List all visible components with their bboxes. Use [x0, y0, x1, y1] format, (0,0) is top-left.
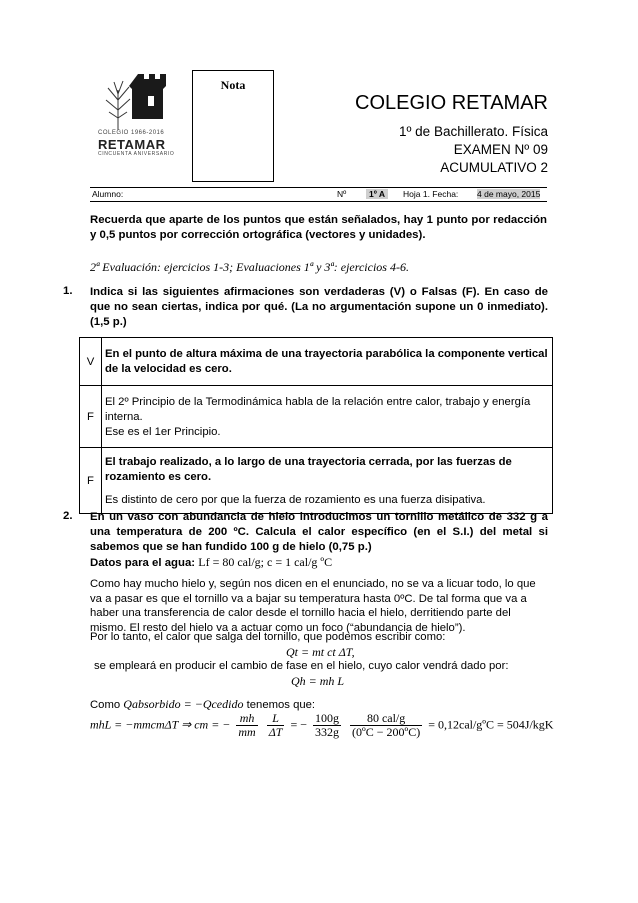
fraction-values-heat — [350, 712, 422, 739]
formula-lhs: mhL = −mmcmΔT ⇒ cm = − — [90, 717, 231, 732]
fraction-latent — [267, 712, 285, 739]
number-label: Nº — [337, 189, 347, 199]
correction: Es distinto de cero por que la fuerza de rozamiento es una fuerza disipativa. — [105, 493, 486, 506]
solution-paragraph-2: Por lo tanto, el calor que salga del tornillo, que podemos escribir como: — [90, 631, 446, 643]
school-logo — [96, 70, 176, 185]
question-2-text: En un vaso con abundancia de hielo introducimos un tornillo metálico de 332 g a una temperatura de 200 ºC. Calcula el calor específico (en el S.I.) del metal si sabemos que se han fundido 100 g de hielo (0,75 p.) — [90, 511, 548, 553]
text-fragment: Como — [90, 699, 121, 711]
grade-label: Nota — [220, 78, 246, 92]
grade-box — [192, 70, 274, 182]
numerator: 100g — [315, 711, 339, 725]
final-formula — [90, 712, 560, 739]
formula-result: = 0,12cal/gºC = 504J/kgK — [428, 717, 554, 732]
text-fragment: tenemos que: — [246, 699, 316, 711]
equation-qt: Qt = mt ct ΔT, — [286, 645, 355, 659]
equation-balance: Qabsorbido = −Qcedido — [123, 697, 244, 711]
exam-number: EXAMEN Nº 09 — [453, 142, 548, 157]
table-row — [80, 386, 553, 448]
true-false-table — [79, 337, 553, 514]
student-label: Alumno: — [92, 189, 124, 199]
table-row — [80, 338, 553, 386]
numerator: 80 cal/g — [350, 712, 422, 726]
statement-cell — [102, 386, 553, 448]
exam-date: 4 de mayo, 2015 — [477, 189, 541, 199]
water-data — [90, 555, 332, 570]
denominator: 332g — [315, 725, 339, 739]
sheet-label: Hoja 1. Fecha: — [403, 189, 459, 199]
correction: Ese es el 1er Principio. — [105, 425, 221, 438]
solution-paragraph-1: Como hay mucho hielo y, según nos dicen en el enunciado, no se va a licuar todo, lo que va a pasar es que el tornillo va a bajar su temperatura hasta 0ºC. De tal forma que va a haber una transferencia de calor desde el tornillo hacia el hielo, derritiendo parte del mismo. El resto del hielo va a actuar como un foco (“abundancia de hielo”). — [90, 578, 536, 634]
fraction-mass — [236, 712, 257, 739]
answer-label: V — [80, 338, 102, 386]
question-1-number: 1. — [63, 285, 73, 297]
group-label: 1º A — [366, 189, 388, 199]
solution-paragraph-3: se empleará en producir el cambio de fase en el hielo, cuyo calor vendrá dado por: — [94, 660, 509, 672]
denominator: ΔT — [268, 725, 283, 739]
water-data-values: Lf = 80 cal/g; c = 1 cal/g ºC — [198, 555, 333, 569]
answer-label: F — [80, 448, 102, 514]
numerator: mh — [236, 712, 257, 726]
statement: El trabajo realizado, a lo largo de una trayectoria cerrada, por las fuerzas de rozamiento es cero. — [105, 455, 512, 483]
answer-label: F — [80, 386, 102, 448]
course-name: 1º de Bachillerato. Física — [398, 124, 548, 139]
fraction-values-mass — [313, 712, 341, 739]
water-data-label: Datos para el agua: — [90, 557, 196, 569]
logo-years: COLEGIO 1966-2016 — [98, 130, 165, 136]
table-row — [80, 448, 553, 514]
solution-paragraph-4 — [90, 697, 315, 712]
denominator: mm — [238, 725, 256, 739]
evaluation-note: 2ª Evaluación: ejercicios 1-3; Evaluaciones 1ª y 3ª: ejercicios 4-6. — [90, 260, 409, 274]
question-1-text: Indica si las siguientes afirmaciones son verdaderas (V) o Falsas (F). En caso de que no sean ciertas, indica por qué. (La no argumentación supone un 0 inmediato). (1,5 p.) — [90, 286, 548, 328]
formula-equals: = − — [290, 717, 307, 732]
scoring-note: Recuerda que aparte de los puntos que están señalados, hay 1 punto por redacción y 0,5 puntos por corrección ortográfica (vectores y unidades). — [90, 214, 547, 241]
equation-qh: Qh = mh L — [291, 674, 345, 688]
logo-subtitle: CINCUENTA ANIVERSARIO — [98, 151, 175, 157]
student-info-row — [90, 187, 547, 202]
exam-type: ACUMULATIVO 2 — [440, 160, 548, 175]
denominator: (0ºC − 200ºC) — [352, 725, 421, 739]
logo-brand: RETAMAR — [98, 137, 166, 152]
statement: El 2º Principio de la Termodinámica habla de la relación entre calor, trabajo y energía interna. — [105, 395, 531, 423]
numerator: L — [267, 712, 285, 726]
school-name: COLEGIO RETAMAR — [355, 92, 548, 114]
statement: En el punto de altura máxima de una trayectoria parabólica la componente vertical de la velocidad es cero. — [102, 338, 553, 386]
question-2-number: 2. — [63, 510, 73, 522]
statement-cell — [102, 448, 553, 514]
